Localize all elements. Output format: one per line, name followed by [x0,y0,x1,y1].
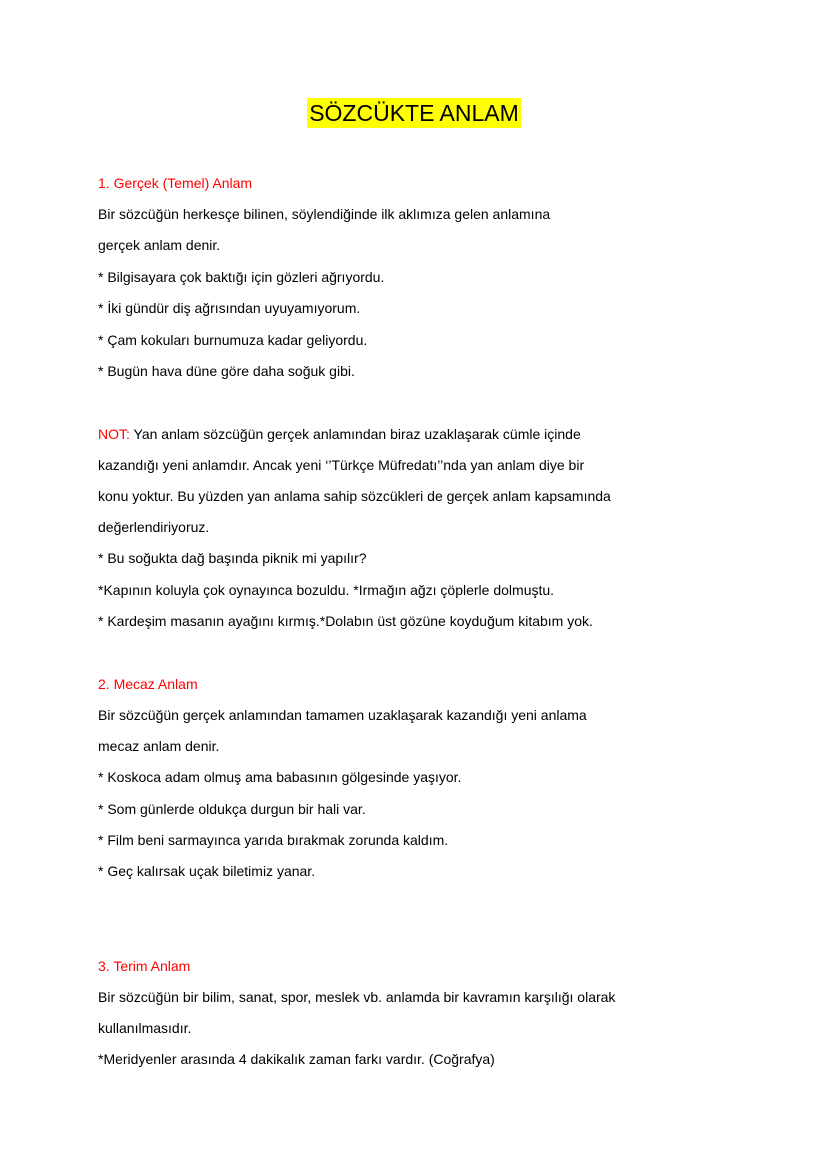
section-heading-gercek: 1. Gerçek (Temel) Anlam [98,175,253,191]
definition-line: kullanılmasıdır. [98,1020,192,1036]
definition-line: mecaz anlam denir. [98,738,220,754]
example-line: * Bu soğukta dağ başında piknik mi yapılır? [98,550,367,566]
note-paragraph-line [98,424,581,444]
definition-line: Bir sözcüğün bir bilim, sanat, spor, meslek vb. anlamda bir kavramın karşılığı olarak [98,989,616,1005]
example-line: * Çam kokuları burnumuza kadar geliyordu. [98,332,368,348]
note-paragraph-line: değerlendiriyoruz. [98,519,210,535]
note-text: Yan anlam sözcüğün gerçek anlamından biraz uzaklaşarak cümle içinde [129,426,581,442]
example-line: * Film beni sarmayınca yarıda bırakmak zorunda kaldım. [98,832,449,848]
definition-line: gerçek anlam denir. [98,237,221,253]
note-label: NOT: [98,426,130,442]
note-paragraph-line: konu yoktur. Bu yüzden yan anlama sahip sözcükleri de gerçek anlam kapsamında [98,488,611,504]
example-line: * Kardeşim masanın ayağını kırmış.*Dolabın üst gözüne koyduğum kitabım yok. [98,613,593,629]
example-line: * İki gündür diş ağrısından uyuyamıyorum. [98,300,361,316]
section-heading-terim: 3. Terim Anlam [98,958,191,974]
example-line: * Geç kalırsak uçak biletimiz yanar. [98,863,316,879]
section-heading-mecaz: 2. Mecaz Anlam [98,676,198,692]
page-title: SÖZCÜKTE ANLAM [309,100,519,126]
example-line: *Kapının koluyla çok oynayınca bozuldu. *Irmağın ağzı çöplerle dolmuştu. [98,582,555,598]
note-paragraph-line: kazandığı yeni anlamdır. Ancak yeni ‘’Türkçe Müfredatı’’nda yan anlam diye bir [98,457,585,473]
example-line: * Bugün hava düne göre daha soğuk gibi. [98,363,355,379]
example-line: * Som günlerde oldukça durgun bir hali var. [98,801,366,817]
example-line: * Bilgisayara çok baktığı için gözleri ağrıyordu. [98,269,385,285]
definition-line: Bir sözcüğün herkesçe bilinen, söylendiğinde ilk aklımıza gelen anlamına [98,206,551,222]
definition-line: Bir sözcüğün gerçek anlamından tamamen uzaklaşarak kazandığı yeni anlama [98,707,587,723]
example-line: * Koskoca adam olmuş ama babasının gölgesinde yaşıyor. [98,769,462,785]
title-wrap [0,98,828,128]
example-line: *Meridyenler arasında 4 dakikalık zaman farkı vardır. (Coğrafya) [98,1051,495,1067]
